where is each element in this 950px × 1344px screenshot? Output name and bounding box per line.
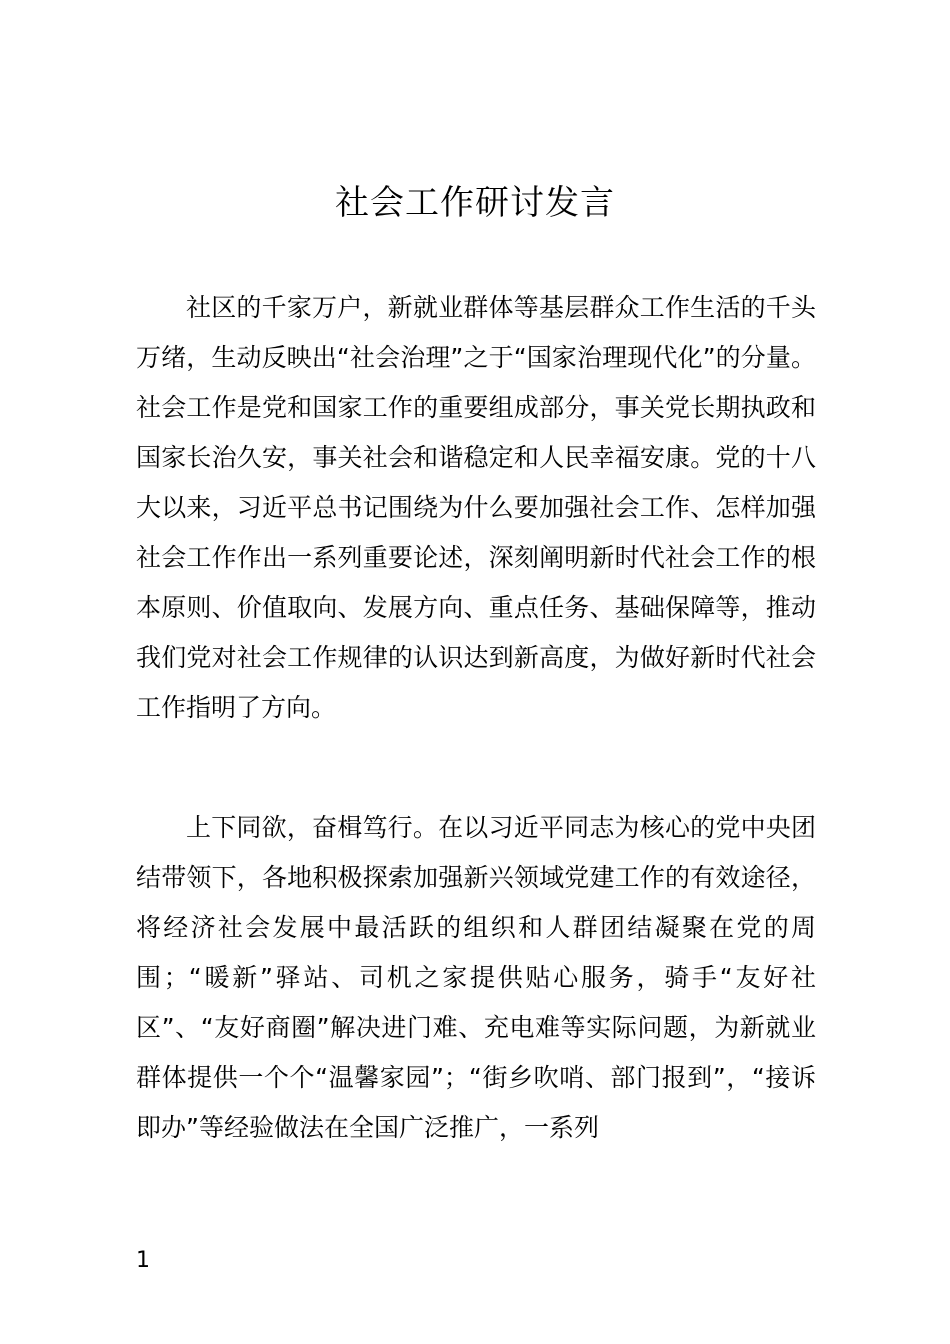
page-number: 1 (136, 1248, 150, 1273)
paragraph-2: 上下同欲，奋楫笃行。在以习近平同志为核心的党中央团结带领下，各地积极探索加强新兴领域党建工作的有效途径，将经济社会发展中最活跃的组织和人群团结凝聚在党的周围；“暖新”驿站、司机之家提供贴心服务，骑手“友好社区”、“友好商圈”解决进门难、充电难等实际问题，为新就业群体提供一个个“温馨家园”；“街乡吹哨、部门报到”，“接诉即办”等经验做法在全国广泛推广，一系列 (136, 813, 816, 1142)
paragraph-1: 社区的千家万户，新就业群体等基层群众工作生活的千头万绪，生动反映出“社会治理”之于“国家治理现代化”的分量。社会工作是党和国家工作的重要组成部分，事关党长期执政和国家长治久安，事关社会和谐稳定和人民幸福安康。党的十八大以来，习近平总书记围绕为什么要加强社会工作、怎样加强社会工作作出一系列重要论述，深刻阐明新时代社会工作的根本原则、价值取向、发展方向、重点任务、基础保障等，推动我们党对社会工作规律的认识达到新高度，为做好新时代社会工作指明了方向。 (136, 293, 816, 722)
document-title: 社会工作研讨发言 (335, 183, 615, 223)
